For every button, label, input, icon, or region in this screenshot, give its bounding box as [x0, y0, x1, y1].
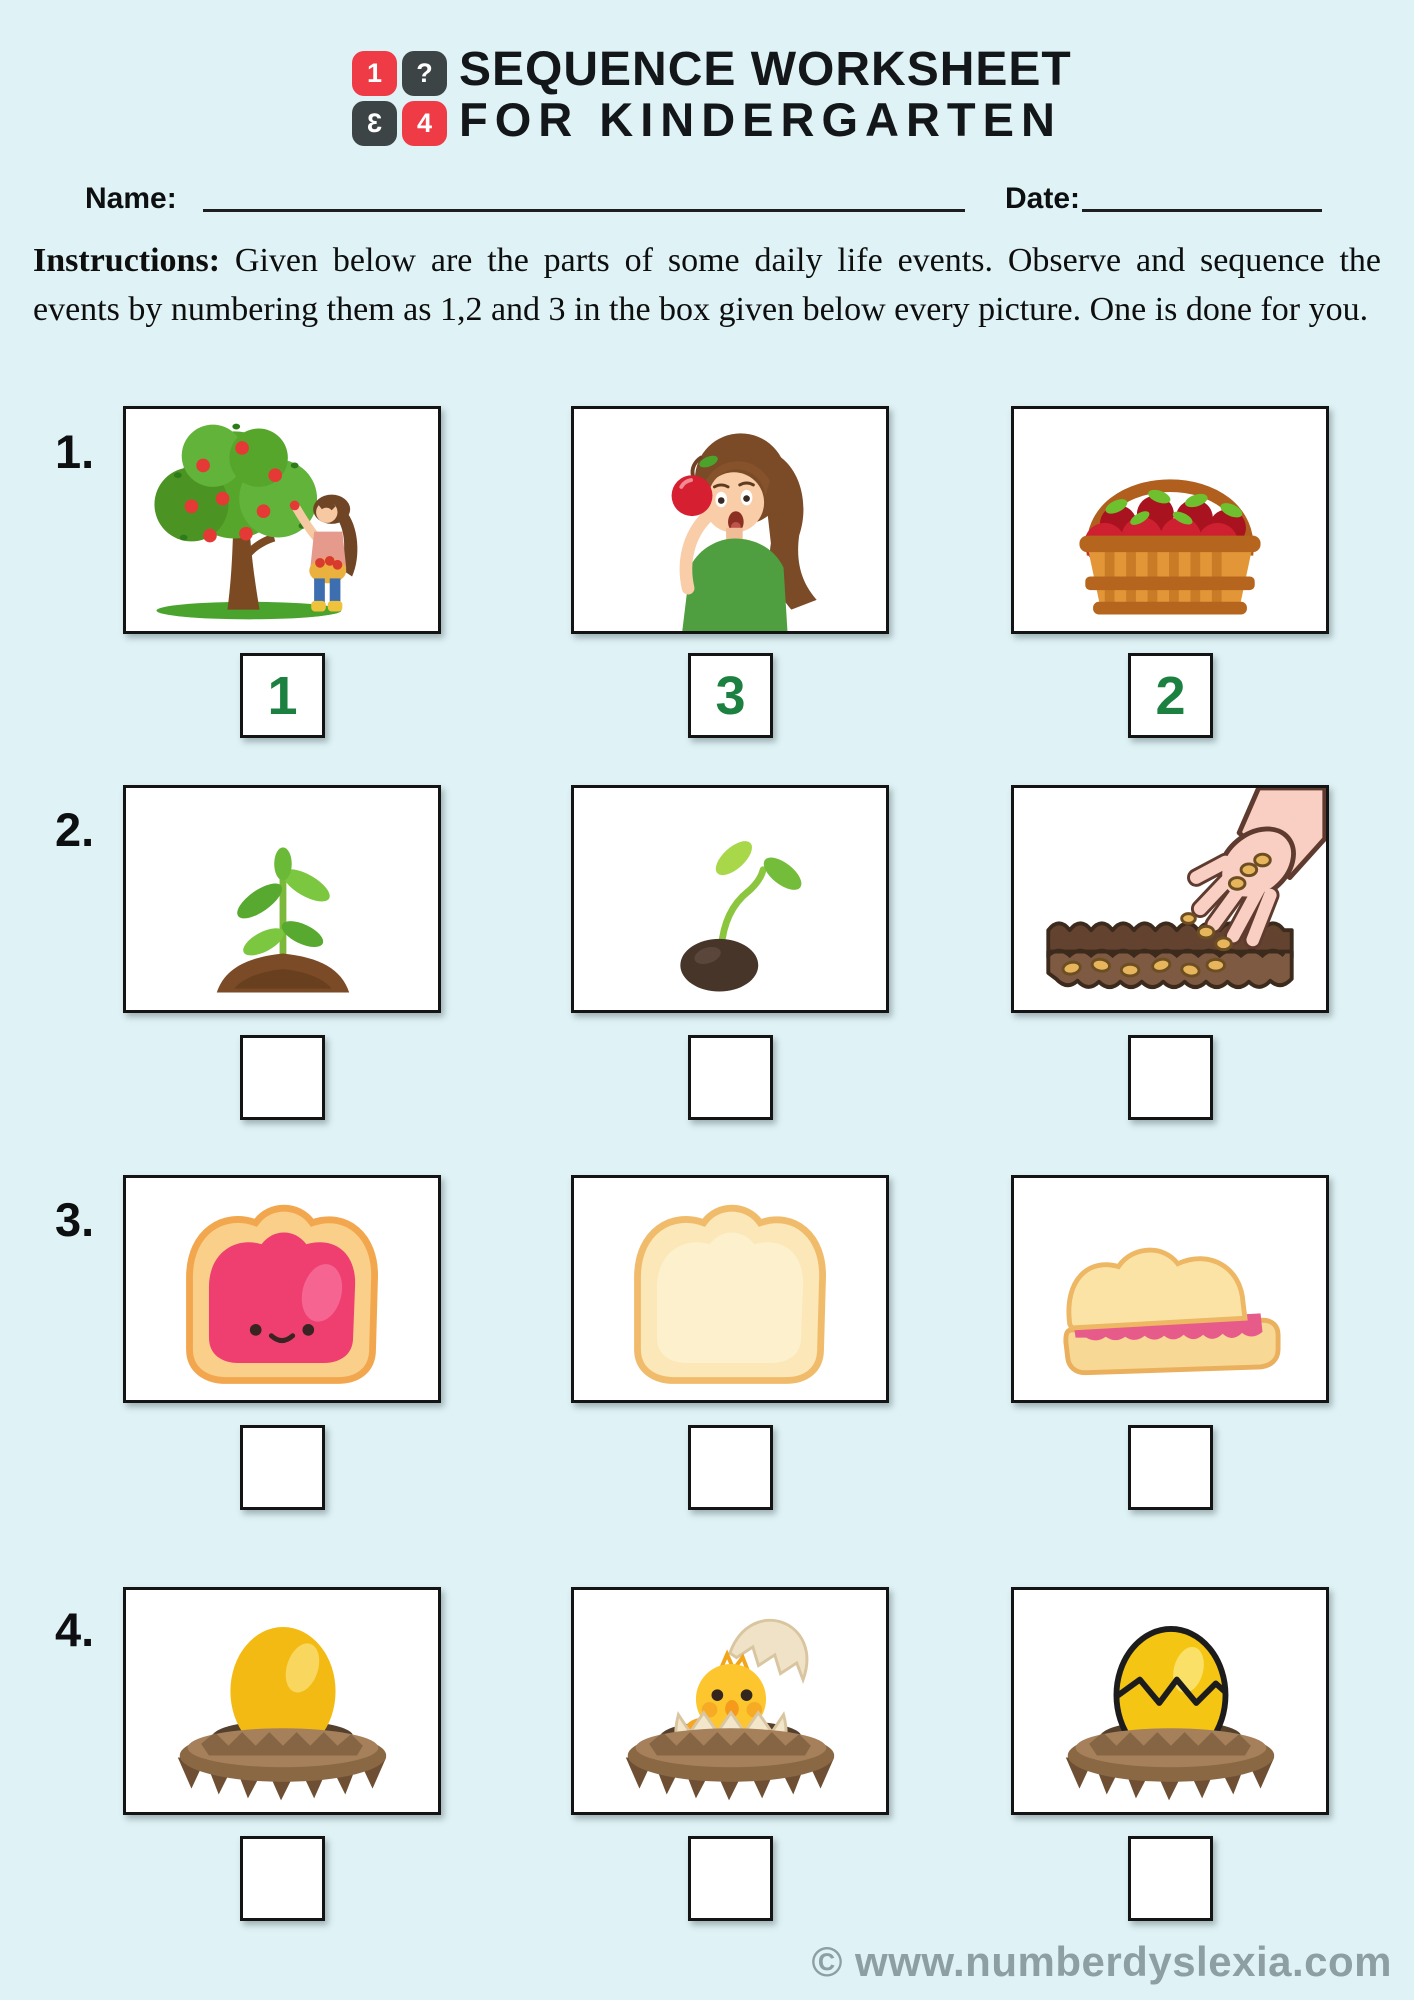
- answer-value: 3: [715, 665, 746, 726]
- answer-box-r1-c3[interactable]: [1128, 653, 1213, 738]
- picture-girl-eating-apple: [571, 406, 889, 634]
- page-title-line2: FOR KINDERGARTEN: [459, 93, 1062, 146]
- logo-tile-3: 3: [352, 101, 397, 146]
- answer-box-r4-c2[interactable]: [688, 1836, 773, 1921]
- instructions-label: Instructions:: [33, 242, 221, 279]
- hand-dropping-seeds: [1182, 788, 1325, 950]
- basket-body: [1079, 536, 1260, 615]
- answer-box-r1-c2[interactable]: [688, 653, 773, 738]
- answer-box-r4-c3[interactable]: [1128, 1836, 1213, 1921]
- nest: [1066, 1728, 1274, 1800]
- top-slice: [1069, 1250, 1245, 1328]
- row-number-4: 4.: [55, 1603, 95, 1656]
- picture-girl-picking-apples: [123, 406, 441, 634]
- picture-cracked-egg: [1011, 1587, 1329, 1815]
- picture-grown-plant: [123, 785, 441, 1013]
- row-number-3: 3.: [55, 1193, 95, 1246]
- cracked-egg-illustration: [1014, 1590, 1326, 1812]
- page-title-line1: SEQUENCE WORKSHEET: [459, 43, 1072, 96]
- chick-hatching-illustration: [574, 1590, 886, 1812]
- apple-tree: [154, 424, 317, 610]
- seed: [680, 939, 758, 992]
- bread-with-jam-illustration: [126, 1178, 438, 1400]
- date-field-line[interactable]: [1082, 182, 1322, 212]
- egg-in-nest-illustration: [126, 1590, 438, 1812]
- girl-eating-apple-illustration: [574, 409, 886, 631]
- picture-egg-in-nest: [123, 1587, 441, 1815]
- jam-sandwich-illustration: [1014, 1178, 1326, 1400]
- row-number-2: 2.: [55, 803, 95, 856]
- numbers-logo: [352, 51, 447, 146]
- instructions-body: Given below are the parts of some daily life events. Observe and sequence the events by numbering them as 1,2 and 3 in the box given below every picture. One is done for you.: [33, 242, 1381, 328]
- instructions-text: [33, 236, 1381, 334]
- picture-basket-of-apples: [1011, 406, 1329, 634]
- answer-box-r1-c1[interactable]: [240, 653, 325, 738]
- nest: [626, 1728, 834, 1800]
- girl-figure: [290, 495, 358, 612]
- footer-copyright: © www.numberdyslexia.com: [811, 1938, 1392, 1985]
- plain-bread-illustration: [574, 1178, 886, 1400]
- grown-plant-illustration: [126, 788, 438, 1010]
- date-label: Date:: [1005, 182, 1081, 215]
- name-field-line[interactable]: [203, 182, 965, 212]
- answer-box-r2-c1[interactable]: [240, 1035, 325, 1120]
- picture-seed-sprouting: [571, 785, 889, 1013]
- picture-hand-sowing-seeds: [1011, 785, 1329, 1013]
- answer-value: 1: [267, 665, 298, 726]
- answer-value: 2: [1155, 665, 1186, 726]
- answer-box-r3-c2[interactable]: [688, 1425, 773, 1510]
- picture-jam-sandwich: [1011, 1175, 1329, 1403]
- logo-tile-question: ?: [402, 51, 447, 96]
- answer-box-r3-c3[interactable]: [1128, 1425, 1213, 1510]
- sowing-seeds-illustration: [1014, 788, 1326, 1010]
- seed-sprout-illustration: [574, 788, 886, 1010]
- girl-picking-apples-illustration: [126, 409, 438, 631]
- picture-chick-hatching: [571, 1587, 889, 1815]
- nest: [178, 1728, 386, 1800]
- apple-basket-illustration: [1014, 409, 1326, 631]
- name-label: Name:: [85, 182, 177, 215]
- picture-bread-with-jam: [123, 1175, 441, 1403]
- logo-tile-4: 4: [402, 101, 447, 146]
- answer-box-r4-c1[interactable]: [240, 1836, 325, 1921]
- picture-plain-bread: [571, 1175, 889, 1403]
- row-number-1: 1.: [55, 425, 95, 478]
- logo-tile-1: 1: [352, 51, 397, 96]
- answer-box-r3-c1[interactable]: [240, 1425, 325, 1510]
- answer-box-r2-c2[interactable]: [688, 1035, 773, 1120]
- answer-box-r2-c3[interactable]: [1128, 1035, 1213, 1120]
